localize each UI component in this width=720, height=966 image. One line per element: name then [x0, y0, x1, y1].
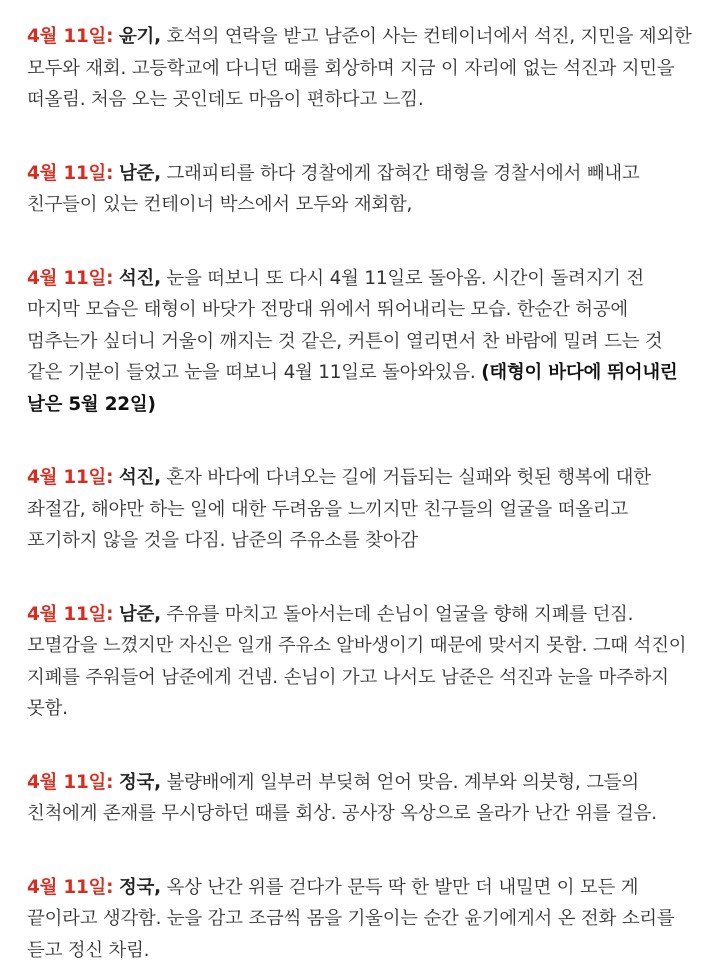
entry-person: 석진, [119, 268, 161, 289]
timeline-entry [27, 21, 698, 116]
entry-date: 4월 11일: [27, 268, 113, 289]
entry-person: 정국, [119, 877, 161, 898]
entry-note: (태형이 바다에 뛰어내린 날은 5월 22일) [27, 362, 677, 415]
entry-text: 호석의 연락을 받고 남준이 사는 컨테이너에서 석진, 지민을 제외한 모두와 재회. 고등학교에 다니던 때를 회상하며 지금 이 자리에 없는 석진과 지민을 떠올림. 처음 오는 곳인데도 마음이 편하다고 느낌. [27, 26, 692, 110]
entry-person: 석진, [119, 467, 161, 488]
timeline-entry [27, 462, 698, 557]
entry-text: 혼자 바다에 다녀오는 길에 거듭되는 실패와 헛된 행복에 대한 좌절감, 해야만 하는 일에 대한 두려움을 느끼지만 친구들의 얼굴을 떠올리고 포기하지 않을 것을 다짐. 남준의 주유소를 찾아감 [27, 467, 651, 551]
entry-text: 옥상 난간 위를 걷다가 문득 딱 한 발만 더 내밀면 이 모든 게 끝이라고 생각함. 눈을 감고 조금씩 몸을 기울이는 순간 윤기에게서 온 전화 소리를 듣고 정신 차림. [27, 877, 674, 961]
timeline-entry [27, 599, 698, 725]
timeline-entry [27, 767, 698, 830]
entry-text: 주유를 마치고 돌아서는데 손님이 얼굴을 향해 지폐를 던짐. 모멸감을 느꼈지만 자신은 일개 주유소 알바생이기 때문에 맞서지 못함. 그때 석진이 지폐를 주워들어 남준에게 건넴. 손님이 가고 나서도 남준은 석진과 눈을 마주하지 못함. [27, 604, 686, 720]
entry-date: 4월 11일: [27, 604, 113, 625]
entry-date: 4월 11일: [27, 877, 113, 898]
entry-text: 눈을 떠보니 또 다시 4월 11일로 돌아옴. 시간이 돌려지기 전 마지막 모습은 태형이 바닷가 전망대 위에서 뛰어내리는 모습. 한순간 허공에 멈추는가 싶더니 거울이 깨지는 것 같은, 커튼이 열리면서 찬 바람에 밀려 드는 것 같은 기분이 들었고 눈을 떠보니 4월 11일로 돌아와있음. [27, 268, 663, 384]
entry-person: 남준, [119, 604, 161, 625]
timeline-entry [27, 158, 698, 221]
entry-person: 남준, [119, 163, 161, 184]
entry-date: 4월 11일: [27, 163, 113, 184]
timeline-entry [27, 872, 698, 966]
entry-date: 4월 11일: [27, 467, 113, 488]
entry-person: 윤기, [119, 26, 161, 47]
entry-date: 4월 11일: [27, 26, 113, 47]
entry-text: 불량배에게 일부러 부딪혀 얻어 맞음. 계부와 의붓형, 그들의 친척에게 존재를 무시당하던 때를 회상. 공사장 옥상으로 올라가 난간 위를 걸음. [27, 772, 657, 825]
entry-person: 정국, [119, 772, 161, 793]
entry-text: 그래피티를 하다 경찰에게 잡혀간 태형을 경찰서에서 빼내고 친구들이 있는 컨테이너 박스에서 모두와 재회함, [27, 163, 640, 216]
entry-date: 4월 11일: [27, 772, 113, 793]
timeline-entry [27, 263, 698, 421]
